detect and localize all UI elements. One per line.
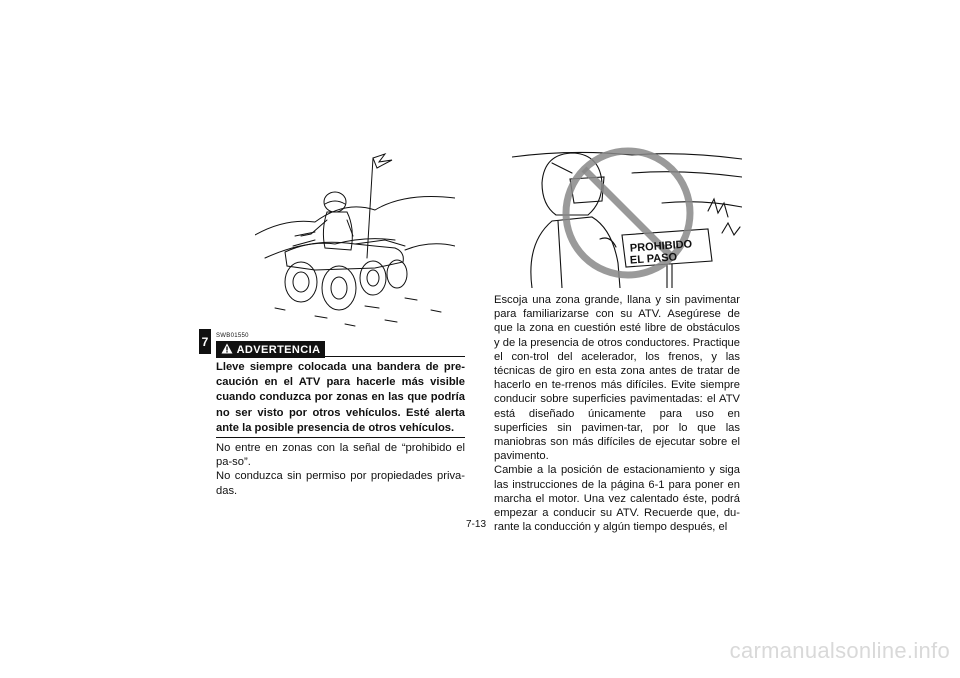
warning-divider-top <box>325 356 465 357</box>
no-trespassing-illustration <box>512 143 742 288</box>
atv-flag-illustration <box>255 140 455 330</box>
paragraph: No conduzca sin permiso por propiedades priva-das. <box>216 470 465 497</box>
warning-badge <box>216 341 325 358</box>
right-column-body <box>494 293 740 534</box>
chapter-tab: 7 <box>199 329 211 354</box>
paragraph: No entre en zonas con la señal de “prohibido el pa-so”. <box>216 442 465 469</box>
warning-text: Lleve siempre colocada una bandera de pre-caución en el ATV para hacerle más visible cuando conduzca por zonas en las que podría no ser visto por otros vehículos. Esté alerta ante la posible presencia de otros vehículos. <box>216 361 465 434</box>
left-column-body <box>216 441 465 498</box>
paragraph: Cambie a la posición de estacionamiento y siga las instrucciones de la página 6-1 para poner en marcha el motor. Una vez calentado éste, podrá empezar a conducir su ATV. Recuerde que, du-rante la conducción y algún tiempo después, el <box>494 464 740 534</box>
warning-divider-bottom <box>216 437 465 438</box>
watermark: carmanualsonline.info <box>729 638 950 663</box>
paragraph: Escoja una zona grande, llana y sin pavimentar para familiarizarse con su ATV. Asegúrese de que la zona en cuestión esté libre de obstáculos y de la presencia de otros conductores. Practique el con-trol del acelerador, los frenos, y las técnicas de giro en esta zona antes de tratar de hacerlo en te-rrenos más difíciles. Evite siempre conducir sobre superficies pavimentadas: el ATV está diseñado únicamente para uso en superficies sin pavimen-tar, por lo que las maniobras son más difíciles de ejecutar sobre el pavimento. <box>494 294 740 463</box>
warning-label: ADVERTENCIA <box>236 343 321 356</box>
sign-text-line2: EL PASO <box>629 251 678 267</box>
warning-code: SWB01550 <box>216 333 249 339</box>
sign-text-line1: PROHIBIDO <box>629 238 693 255</box>
page-number: 7-13 <box>466 519 487 530</box>
warning-triangle-icon <box>221 343 233 357</box>
